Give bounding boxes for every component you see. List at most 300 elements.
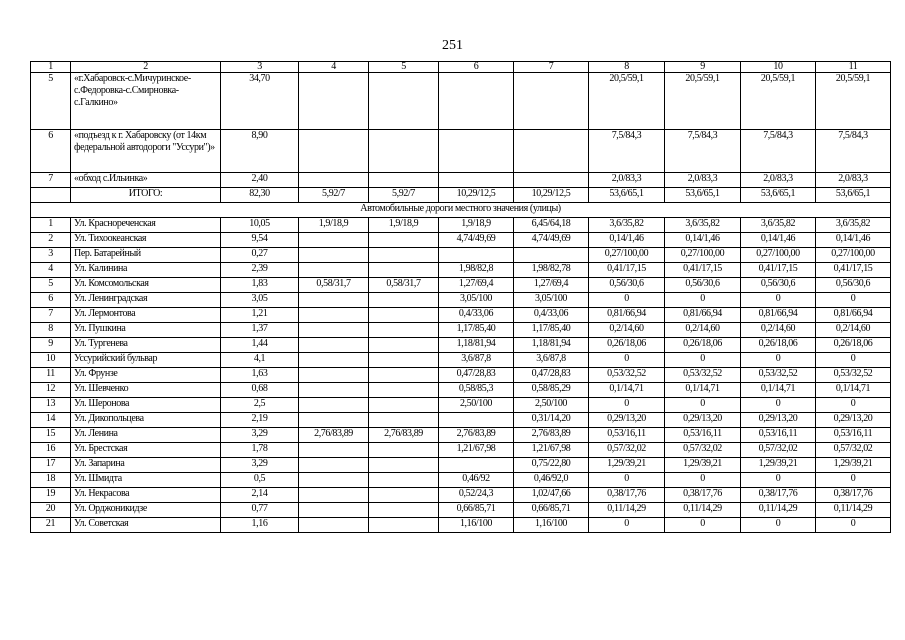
value-cell: 4,74/49,69 xyxy=(439,233,514,248)
value-cell: 0 xyxy=(665,353,741,368)
road-name-cell: Ул. Шевченко xyxy=(71,383,221,398)
value-cell: 0 xyxy=(741,398,816,413)
value-cell xyxy=(514,248,589,263)
value-cell xyxy=(439,73,514,130)
page-number: 251 xyxy=(442,38,463,53)
row-number-cell: 19 xyxy=(31,488,71,503)
road-name-cell: «подъезд к г. Хабаровску (от 14км федеральной автодороги "Уссури")» xyxy=(71,130,221,173)
value-cell xyxy=(369,323,439,338)
value-cell: 0,14/1,46 xyxy=(816,233,891,248)
value-cell: 0 xyxy=(741,353,816,368)
column-number-cell: 4 xyxy=(299,62,369,73)
value-cell: 0,29/13,20 xyxy=(665,413,741,428)
value-cell: 2,76/83,89 xyxy=(514,428,589,443)
column-number-cell: 3 xyxy=(221,62,299,73)
value-cell: 1,18/81,94 xyxy=(514,338,589,353)
value-cell: 0,38/17,76 xyxy=(816,488,891,503)
row-number-cell: 10 xyxy=(31,353,71,368)
column-number-cell: 7 xyxy=(514,62,589,73)
value-cell: 10,29/12,5 xyxy=(439,188,514,203)
value-cell: 1,18/81,94 xyxy=(439,338,514,353)
value-cell: 0,14/1,46 xyxy=(589,233,665,248)
value-cell: 0,11/14,29 xyxy=(741,503,816,518)
column-number-cell: 8 xyxy=(589,62,665,73)
value-cell: 0 xyxy=(665,518,741,533)
table-row xyxy=(31,233,891,248)
road-name-cell: ИТОГО: xyxy=(71,188,221,203)
table-row xyxy=(31,353,891,368)
value-cell: 0 xyxy=(816,353,891,368)
value-cell: 3,6/35,82 xyxy=(816,218,891,233)
value-cell: 0,66/85,71 xyxy=(514,503,589,518)
table-row xyxy=(31,413,891,428)
value-cell xyxy=(369,173,439,188)
value-cell: 1,17/85,40 xyxy=(514,323,589,338)
value-cell xyxy=(369,130,439,173)
row-number-cell: 7 xyxy=(31,308,71,323)
value-cell: 2,50/100 xyxy=(439,398,514,413)
value-cell: 1,29/39,21 xyxy=(816,458,891,473)
value-cell: 2,50/100 xyxy=(514,398,589,413)
value-cell: 0,56/30,6 xyxy=(589,278,665,293)
value-cell: 0,53/16,11 xyxy=(741,428,816,443)
road-name-cell: Ул. Дикопольцева xyxy=(71,413,221,428)
value-cell: 1,9/18,9 xyxy=(439,218,514,233)
value-cell: 1,98/82,8 xyxy=(439,263,514,278)
value-cell: 0,26/18,06 xyxy=(589,338,665,353)
value-cell: 0 xyxy=(665,398,741,413)
value-cell: 2,14 xyxy=(221,488,299,503)
value-cell: 3,6/35,82 xyxy=(665,218,741,233)
value-cell: 0,53/32,52 xyxy=(741,368,816,383)
road-name-cell: Ул. Шмидта xyxy=(71,473,221,488)
road-name-cell: Ул. Комсомольская xyxy=(71,278,221,293)
row-number-cell: 15 xyxy=(31,428,71,443)
value-cell xyxy=(369,308,439,323)
value-cell: 1,16/100 xyxy=(439,518,514,533)
value-cell: 0,41/17,15 xyxy=(741,263,816,278)
value-cell: 8,90 xyxy=(221,130,299,173)
row-number-cell: 8 xyxy=(31,323,71,338)
value-cell: 1,02/47,66 xyxy=(514,488,589,503)
column-number-cell: 11 xyxy=(816,62,891,73)
value-cell xyxy=(369,263,439,278)
value-cell: 3,6/87,8 xyxy=(439,353,514,368)
value-cell xyxy=(439,248,514,263)
value-cell: 0,1/14,71 xyxy=(665,383,741,398)
value-cell: 1,63 xyxy=(221,368,299,383)
value-cell: 0,58/85,29 xyxy=(514,383,589,398)
value-cell: 5,92/7 xyxy=(299,188,369,203)
section-title-row xyxy=(31,203,891,218)
value-cell xyxy=(299,413,369,428)
value-cell xyxy=(369,443,439,458)
road-name-cell: Ул. Некрасова xyxy=(71,488,221,503)
value-cell: 0,57/32,02 xyxy=(741,443,816,458)
row-number-cell: 13 xyxy=(31,398,71,413)
road-name-cell: Ул. Запарина xyxy=(71,458,221,473)
row-number-cell: 5 xyxy=(31,73,71,130)
value-cell: 20,5/59,1 xyxy=(816,73,891,130)
row-number-cell xyxy=(31,188,71,203)
value-cell: 1,21/67,98 xyxy=(514,443,589,458)
value-cell: 6,45/64,18 xyxy=(514,218,589,233)
value-cell: 0 xyxy=(665,293,741,308)
value-cell: 1,9/18,9 xyxy=(369,218,439,233)
value-cell: 2,39 xyxy=(221,263,299,278)
row-number-cell: 4 xyxy=(31,263,71,278)
value-cell: 0,66/85,71 xyxy=(439,503,514,518)
value-cell: 0 xyxy=(816,518,891,533)
table-row xyxy=(31,443,891,458)
value-cell: 0,27/100,00 xyxy=(816,248,891,263)
value-cell: 7,5/84,3 xyxy=(589,130,665,173)
value-cell xyxy=(369,488,439,503)
value-cell: 3,05 xyxy=(221,293,299,308)
value-cell: 0,75/22,80 xyxy=(514,458,589,473)
value-cell: 1,21 xyxy=(221,308,299,323)
value-cell: 3,05/100 xyxy=(514,293,589,308)
value-cell: 0,57/32,02 xyxy=(816,443,891,458)
value-cell: 1,37 xyxy=(221,323,299,338)
value-cell: 3,6/35,82 xyxy=(589,218,665,233)
value-cell xyxy=(369,368,439,383)
value-cell: 0,38/17,76 xyxy=(741,488,816,503)
value-cell: 0 xyxy=(816,473,891,488)
value-cell: 3,29 xyxy=(221,458,299,473)
value-cell xyxy=(369,503,439,518)
column-number-row xyxy=(31,62,891,73)
value-cell: 0 xyxy=(816,398,891,413)
value-cell: 0,57/32,02 xyxy=(665,443,741,458)
row-number-cell: 12 xyxy=(31,383,71,398)
value-cell xyxy=(299,233,369,248)
table-row xyxy=(31,188,891,203)
value-cell xyxy=(299,130,369,173)
value-cell: 0,2/14,60 xyxy=(816,323,891,338)
value-cell xyxy=(299,488,369,503)
value-cell: 0,41/17,15 xyxy=(816,263,891,278)
row-number-cell: 17 xyxy=(31,458,71,473)
table-row xyxy=(31,248,891,263)
road-name-cell: Ул. Шеронова xyxy=(71,398,221,413)
road-name-cell: Ул. Брестская xyxy=(71,443,221,458)
row-number-cell: 5 xyxy=(31,278,71,293)
table-row xyxy=(31,428,891,443)
table-row xyxy=(31,173,891,188)
value-cell xyxy=(369,338,439,353)
value-cell: 0,81/66,94 xyxy=(816,308,891,323)
value-cell: 0,14/1,46 xyxy=(665,233,741,248)
road-name-cell: Ул. Калинина xyxy=(71,263,221,278)
value-cell: 1,27/69,4 xyxy=(514,278,589,293)
value-cell: 0,11/14,29 xyxy=(589,503,665,518)
column-number-cell: 5 xyxy=(369,62,439,73)
road-name-cell: Ул. Ленина xyxy=(71,428,221,443)
value-cell: 0,77 xyxy=(221,503,299,518)
value-cell xyxy=(299,173,369,188)
value-cell xyxy=(299,353,369,368)
value-cell: 0,1/14,71 xyxy=(741,383,816,398)
value-cell: 1,27/69,4 xyxy=(439,278,514,293)
value-cell: 0,5 xyxy=(221,473,299,488)
road-name-cell: Ул. Тихоокеанская xyxy=(71,233,221,248)
value-cell: 0,1/14,71 xyxy=(589,383,665,398)
value-cell: 53,6/65,1 xyxy=(816,188,891,203)
value-cell: 0 xyxy=(589,518,665,533)
value-cell: 1,9/18,9 xyxy=(299,218,369,233)
value-cell: 0,58/31,7 xyxy=(299,278,369,293)
value-cell: 0,68 xyxy=(221,383,299,398)
value-cell: 0,53/32,52 xyxy=(589,368,665,383)
table-row xyxy=(31,488,891,503)
row-number-cell: 6 xyxy=(31,293,71,308)
value-cell xyxy=(299,458,369,473)
value-cell: 1,78 xyxy=(221,443,299,458)
table-row xyxy=(31,518,891,533)
value-cell: 20,5/59,1 xyxy=(589,73,665,130)
table-row xyxy=(31,293,891,308)
value-cell: 0,58/85,3 xyxy=(439,383,514,398)
column-number-cell: 6 xyxy=(439,62,514,73)
value-cell: 1,83 xyxy=(221,278,299,293)
value-cell xyxy=(439,458,514,473)
value-cell xyxy=(369,458,439,473)
value-cell: 20,5/59,1 xyxy=(665,73,741,130)
value-cell: 20,5/59,1 xyxy=(741,73,816,130)
value-cell: 0,57/32,02 xyxy=(589,443,665,458)
value-cell: 0,27/100,00 xyxy=(665,248,741,263)
value-cell: 1,29/39,21 xyxy=(741,458,816,473)
column-number-cell: 9 xyxy=(665,62,741,73)
value-cell: 0,29/13,20 xyxy=(741,413,816,428)
value-cell: 0,27 xyxy=(221,248,299,263)
road-name-cell: Уссурийский бульвар xyxy=(71,353,221,368)
value-cell: 53,6/65,1 xyxy=(589,188,665,203)
table-row xyxy=(31,218,891,233)
value-cell: 10,29/12,5 xyxy=(514,188,589,203)
value-cell: 3,29 xyxy=(221,428,299,443)
value-cell: 1,29/39,21 xyxy=(665,458,741,473)
value-cell xyxy=(369,293,439,308)
value-cell: 0,41/17,15 xyxy=(589,263,665,278)
road-name-cell: Ул. Лермонтова xyxy=(71,308,221,323)
value-cell: 0,31/14,20 xyxy=(514,413,589,428)
value-cell: 0,1/14,71 xyxy=(816,383,891,398)
value-cell: 2,76/83,89 xyxy=(369,428,439,443)
value-cell xyxy=(369,413,439,428)
value-cell: 53,6/65,1 xyxy=(665,188,741,203)
value-cell xyxy=(299,368,369,383)
road-name-cell: Ул. Ленинградская xyxy=(71,293,221,308)
column-number-cell: 1 xyxy=(31,62,71,73)
value-cell: 10,05 xyxy=(221,218,299,233)
value-cell: 5,92/7 xyxy=(369,188,439,203)
road-name-cell: Ул. Советская xyxy=(71,518,221,533)
value-cell: 0,14/1,46 xyxy=(741,233,816,248)
value-cell xyxy=(369,233,439,248)
road-name-cell: «г.Хабаровск-с.Мичуринское-с.Федоровка-с.Смирновка-с.Галкино» xyxy=(71,73,221,130)
column-number-cell: 2 xyxy=(71,62,221,73)
value-cell xyxy=(299,503,369,518)
value-cell: 2,5 xyxy=(221,398,299,413)
road-name-cell: «обход с.Ильинка» xyxy=(71,173,221,188)
row-number-cell: 2 xyxy=(31,233,71,248)
value-cell: 4,74/49,69 xyxy=(514,233,589,248)
value-cell xyxy=(299,323,369,338)
value-cell xyxy=(299,308,369,323)
table-row xyxy=(31,473,891,488)
value-cell: 3,6/87,8 xyxy=(514,353,589,368)
value-cell xyxy=(299,338,369,353)
value-cell xyxy=(439,413,514,428)
value-cell: 0,81/66,94 xyxy=(741,308,816,323)
value-cell: 0,2/14,60 xyxy=(589,323,665,338)
table-row xyxy=(31,73,891,130)
value-cell: 0,46/92,0 xyxy=(514,473,589,488)
value-cell: 0,53/16,11 xyxy=(665,428,741,443)
row-number-cell: 11 xyxy=(31,368,71,383)
value-cell xyxy=(369,398,439,413)
value-cell: 2,19 xyxy=(221,413,299,428)
value-cell: 0,11/14,29 xyxy=(665,503,741,518)
table-row xyxy=(31,338,891,353)
row-number-cell: 14 xyxy=(31,413,71,428)
value-cell: 0,29/13,20 xyxy=(589,413,665,428)
value-cell: 0,56/30,6 xyxy=(665,278,741,293)
value-cell xyxy=(369,248,439,263)
value-cell: 0,27/100,00 xyxy=(589,248,665,263)
table-row xyxy=(31,263,891,278)
value-cell: 0,2/14,60 xyxy=(741,323,816,338)
value-cell: 0,56/30,6 xyxy=(816,278,891,293)
section-title: Автомобильные дороги местного значения (улицы) xyxy=(31,203,891,218)
value-cell: 0,38/17,76 xyxy=(589,488,665,503)
row-number-cell: 21 xyxy=(31,518,71,533)
value-cell: 3,6/35,82 xyxy=(741,218,816,233)
value-cell: 0,47/28,83 xyxy=(439,368,514,383)
road-name-cell: Ул. Краснореченская xyxy=(71,218,221,233)
value-cell: 7,5/84,3 xyxy=(816,130,891,173)
value-cell: 9,54 xyxy=(221,233,299,248)
road-name-cell: Ул. Тургенева xyxy=(71,338,221,353)
column-number-cell: 10 xyxy=(741,62,816,73)
table-row xyxy=(31,368,891,383)
value-cell: 53,6/65,1 xyxy=(741,188,816,203)
value-cell: 0,4/33,06 xyxy=(439,308,514,323)
value-cell: 0,53/16,11 xyxy=(816,428,891,443)
value-cell: 0 xyxy=(589,293,665,308)
value-cell: 2,0/83,3 xyxy=(665,173,741,188)
value-cell: 0,26/18,06 xyxy=(741,338,816,353)
table-row xyxy=(31,323,891,338)
value-cell: 0 xyxy=(816,293,891,308)
value-cell: 0,56/30,6 xyxy=(741,278,816,293)
value-cell: 0 xyxy=(741,293,816,308)
value-cell xyxy=(299,518,369,533)
value-cell: 2,76/83,89 xyxy=(299,428,369,443)
value-cell: 4,1 xyxy=(221,353,299,368)
value-cell xyxy=(514,130,589,173)
road-name-cell: Пер. Батарейный xyxy=(71,248,221,263)
value-cell: 0,81/66,94 xyxy=(665,308,741,323)
value-cell xyxy=(299,263,369,278)
table-row xyxy=(31,278,891,293)
value-cell xyxy=(439,173,514,188)
value-cell: 2,0/83,3 xyxy=(589,173,665,188)
row-number-cell: 3 xyxy=(31,248,71,263)
value-cell xyxy=(369,383,439,398)
table-row xyxy=(31,130,891,173)
value-cell: 1,29/39,21 xyxy=(589,458,665,473)
value-cell: 0,53/32,52 xyxy=(816,368,891,383)
value-cell: 7,5/84,3 xyxy=(741,130,816,173)
value-cell: 0 xyxy=(589,353,665,368)
row-number-cell: 1 xyxy=(31,218,71,233)
value-cell xyxy=(514,73,589,130)
value-cell: 82,30 xyxy=(221,188,299,203)
value-cell: 0,53/32,52 xyxy=(665,368,741,383)
value-cell: 0 xyxy=(741,518,816,533)
road-name-cell: Ул. Фрунзе xyxy=(71,368,221,383)
value-cell: 0,11/14,29 xyxy=(816,503,891,518)
value-cell: 0,2/14,60 xyxy=(665,323,741,338)
roads-table xyxy=(30,61,891,533)
value-cell: 0,26/18,06 xyxy=(665,338,741,353)
row-number-cell: 20 xyxy=(31,503,71,518)
value-cell: 7,5/84,3 xyxy=(665,130,741,173)
value-cell: 0,38/17,76 xyxy=(665,488,741,503)
value-cell: 1,17/85,40 xyxy=(439,323,514,338)
row-number-cell: 9 xyxy=(31,338,71,353)
row-number-cell: 18 xyxy=(31,473,71,488)
value-cell: 1,98/82,78 xyxy=(514,263,589,278)
value-cell xyxy=(299,293,369,308)
road-name-cell: Ул. Орджоникидзе xyxy=(71,503,221,518)
value-cell: 0,81/66,94 xyxy=(589,308,665,323)
value-cell: 2,40 xyxy=(221,173,299,188)
value-cell xyxy=(299,383,369,398)
value-cell: 0 xyxy=(665,473,741,488)
value-cell: 0,26/18,06 xyxy=(816,338,891,353)
value-cell xyxy=(369,473,439,488)
value-cell: 2,76/83,89 xyxy=(439,428,514,443)
value-cell xyxy=(369,518,439,533)
value-cell: 0 xyxy=(589,398,665,413)
value-cell xyxy=(369,353,439,368)
value-cell: 1,16 xyxy=(221,518,299,533)
row-number-cell: 7 xyxy=(31,173,71,188)
table-row xyxy=(31,398,891,413)
value-cell: 0,4/33,06 xyxy=(514,308,589,323)
value-cell: 0,47/28,83 xyxy=(514,368,589,383)
value-cell: 0,29/13,20 xyxy=(816,413,891,428)
value-cell: 0 xyxy=(741,473,816,488)
value-cell: 1,16/100 xyxy=(514,518,589,533)
value-cell: 3,05/100 xyxy=(439,293,514,308)
value-cell: 1,21/67,98 xyxy=(439,443,514,458)
value-cell: 0 xyxy=(589,473,665,488)
value-cell xyxy=(369,73,439,130)
table-row xyxy=(31,458,891,473)
value-cell: 0,41/17,15 xyxy=(665,263,741,278)
table-row xyxy=(31,308,891,323)
road-name-cell: Ул. Пушкина xyxy=(71,323,221,338)
value-cell xyxy=(439,130,514,173)
table-row xyxy=(31,383,891,398)
value-cell: 0,58/31,7 xyxy=(369,278,439,293)
table-row xyxy=(31,503,891,518)
